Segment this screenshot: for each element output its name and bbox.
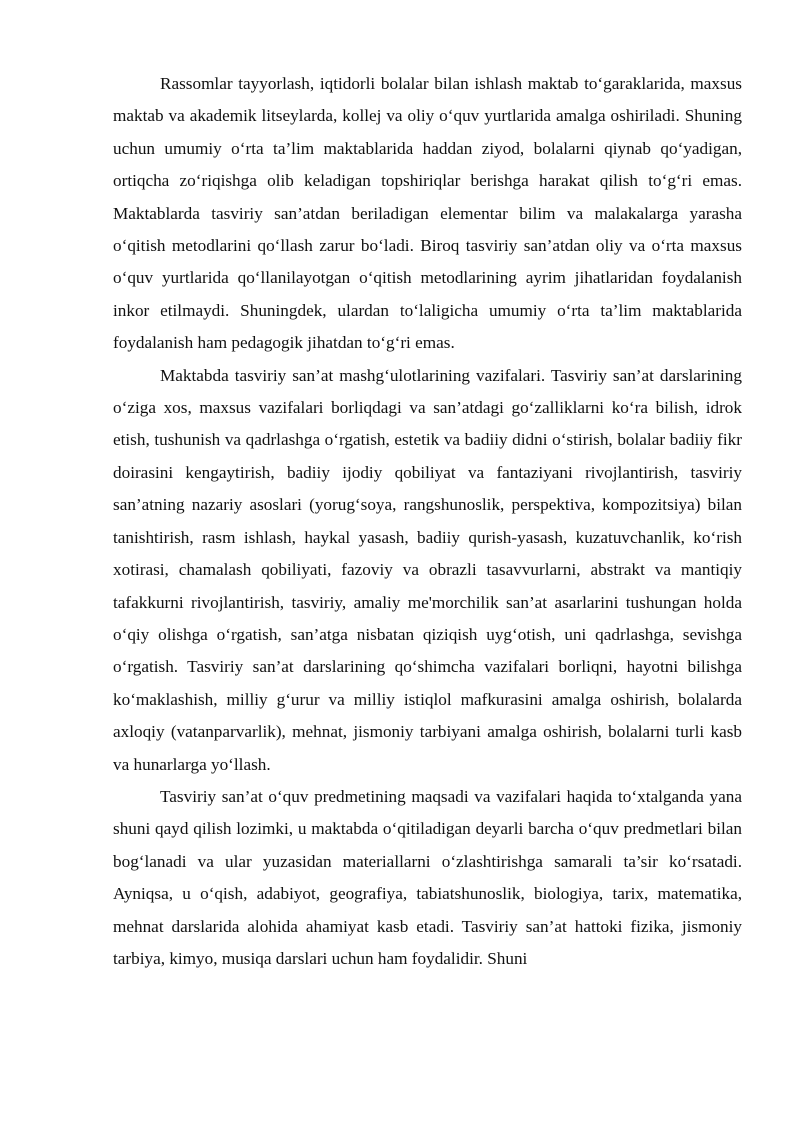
document-body bbox=[113, 68, 742, 975]
paragraph-2: Maktabda tasviriy san’at mashg‘ulotlarining vazifalari. Tasviriy san’at darslarining o‘ziga xos, maxsus vazifalari borliqdagi va san’atdagi go‘zalliklarni ko‘ra bilish, idrok etish, tushunish va qadrlashga o‘rgatish, estetik va badiiy didni o‘stirish, bolalar badiiy fikr doirasini kengaytirish, badiiy ijodiy qobiliyat va fantaziyani rivojlantirish, tasviriy san’atning nazariy asoslari (yorug‘soya, rangshunoslik, perspektiva, kompozitsiya) bilan tanishtirish, rasm ishlash, haykal yasash, badiiy qurish-yasash, kuzatuvchanlik, ko‘rish xotirasi, chamalash qobiliyati, fazoviy va obrazli tasavvurlarni, abstrakt va mantiqiy tafakkurni rivojlantirish, tasviriy, amaliy me'morchilik san’at asarlarini tushungan holda o‘qiy olishga o‘rgatish, san’atga nisbatan qiziqish uyg‘otish, uni qadrlashga, sevishga o‘rgatish. Tasviriy san’at darslarining qo‘shimcha vazifalari borliqni, hayotni bilishga ko‘maklashish, milliy g‘urur va milliy istiqlol mafkurasini amalga oshirish, bolalarda axloqiy (vatanparvarlik), mehnat, jismoniy tarbiyani amalga oshirish, bolalarni turli kasb va hunarlarga yo‘llash. bbox=[113, 365, 742, 774]
paragraph-1: Rassomlar tayyorlash, iqtidorli bolalar bilan ishlash maktab to‘garaklarida, maxsus maktab va akademik litseylarda, kollej va oliy o‘quv yurtlarida amalga oshiriladi. Shuning uchun umumiy o‘rta ta’lim maktablarida haddan ziyod, bolalarni qiynab qo‘yadigan, ortiqcha zo‘riqishga olib keladigan topshiriqlar berishga harakat qilish to‘g‘ri emas. Maktablarda tasviriy san’atdan beriladigan elementar bilim va malakalarga yarasha o‘qitish metodlarini qo‘llash zarur bo‘ladi. Biroq tasviriy san’atdan oliy va o‘rta maxsus o‘quv yurtlarida qo‘llanilayotgan o‘qitish metodlarining ayrim jihatlaridan foydalanish inkor etilmaydi. Shuningdek, ulardan to‘laligicha umumiy o‘rta ta’lim maktablarida foydalanish ham pedagogik jihatdan to‘g‘ri emas. bbox=[113, 74, 742, 353]
paragraph-3: Tasviriy san’at o‘quv predmetining maqsadi va vazifalari haqida to‘xtalganda yana shuni qayd qilish lozimki, u maktabda o‘qitiladigan deyarli barcha o‘quv predmetlari bilan bog‘lanadi va ular yuzasidan materiallarni o‘zlashtirishga samarali ta’sir ko‘rsatadi. Ayniqsa, u o‘qish, adabiyot, geografiya, tabiatshunoslik, biologiya, tarix, matematika, mehnat darslarida alohida ahamiyat kasb etadi. Tasviriy san’at hattoki fizika, jismoniy tarbiya, kimyo, musiqa darslari uchun ham foydalidir. Shuni bbox=[113, 786, 742, 968]
